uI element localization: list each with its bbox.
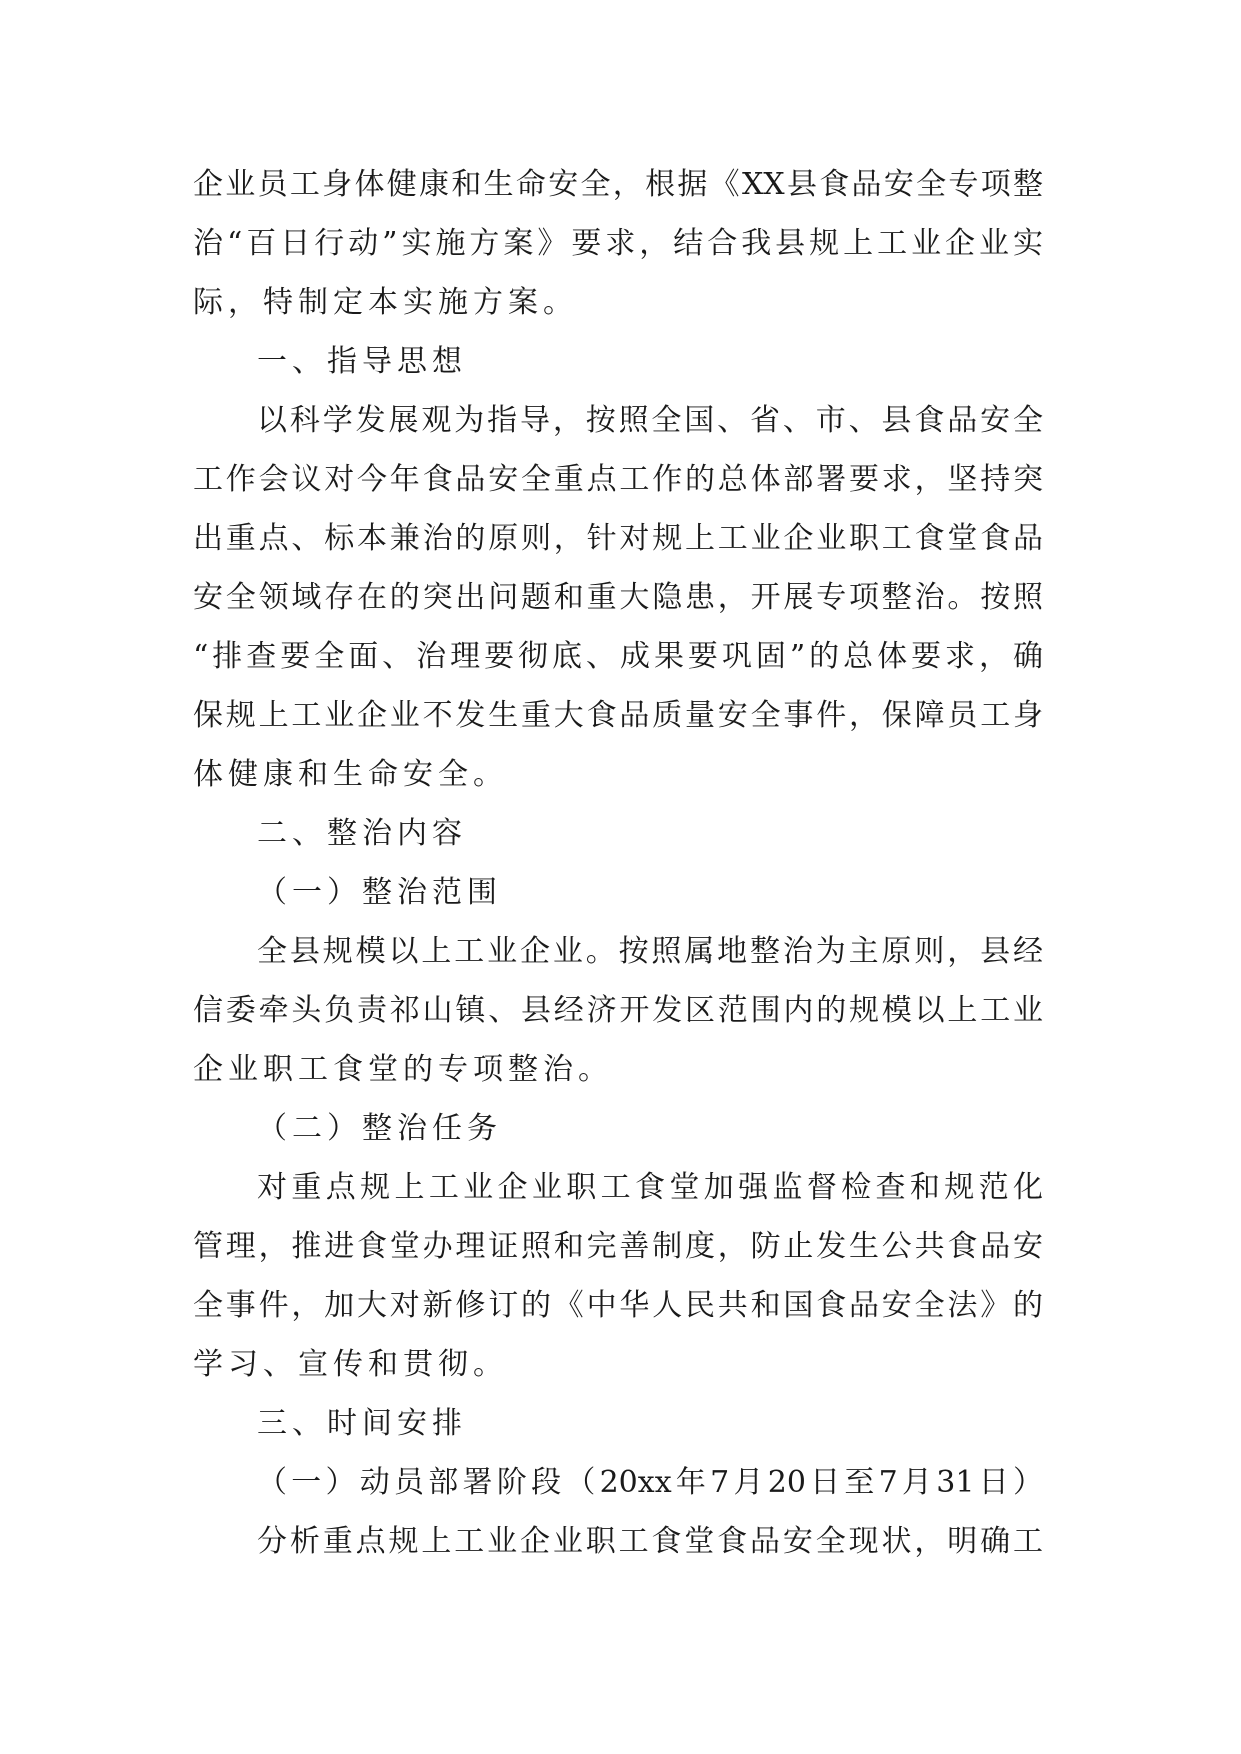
paragraph-line: 出重点、标本兼治的原则，针对规上工业企业职工食堂食品: [193, 521, 1043, 556]
section-heading: 二、整治内容: [257, 816, 467, 851]
subsection-heading: （二）整治任务: [257, 1111, 502, 1146]
paragraph-line: 分析重点规上工业企业职工食堂食品安全现状，明确工: [257, 1524, 1043, 1559]
subsection-heading: （一）动员部署阶段（20xx年7月20日至7月31日）: [257, 1465, 1043, 1500]
paragraph-line: 对重点规上工业企业职工食堂加强监督检查和规范化: [257, 1170, 1043, 1205]
section-heading: 一、指导思想: [257, 344, 467, 379]
paragraph-line: 治“百日行动”实施方案》要求，结合我县规上工业企业实: [193, 226, 1043, 261]
paragraph-line: 安全领域存在的突出问题和重大隐患，开展专项整治。按照: [193, 580, 1043, 615]
paragraph-line: 际，特制定本实施方案。: [193, 285, 578, 320]
section-heading: 三、时间安排: [257, 1406, 467, 1441]
paragraph-line: 工作会议对今年食品安全重点工作的总体部署要求，坚持突: [193, 462, 1043, 497]
subsection-heading: （一）整治范围: [257, 875, 502, 910]
paragraph-line: 企业职工食堂的专项整治。: [193, 1052, 613, 1087]
paragraph-line: 学习、宣传和贯彻。: [193, 1347, 508, 1382]
paragraph-line: 全县规模以上工业企业。按照属地整治为主原则，县经: [257, 934, 1043, 969]
paragraph-line: 保规上工业企业不发生重大食品质量安全事件，保障员工身: [193, 698, 1043, 733]
paragraph-line: 信委牵头负责祁山镇、县经济开发区范围内的规模以上工业: [193, 993, 1043, 1028]
paragraph-line: 以科学发展观为指导，按照全国、省、市、县食品安全: [257, 403, 1043, 438]
paragraph-line: 企业员工身体健康和生命安全，根据《XX县食品安全专项整: [193, 167, 1043, 202]
paragraph-line: 体健康和生命安全。: [193, 757, 508, 792]
paragraph-line: “排查要全面、治理要彻底、成果要巩固”的总体要求，确: [193, 639, 1043, 674]
paragraph-line: 全事件，加大对新修订的《中华人民共和国食品安全法》的: [193, 1288, 1043, 1323]
document-body: [193, 155, 1043, 1571]
paragraph-line: 管理，推进食堂办理证照和完善制度，防止发生公共食品安: [193, 1229, 1043, 1264]
